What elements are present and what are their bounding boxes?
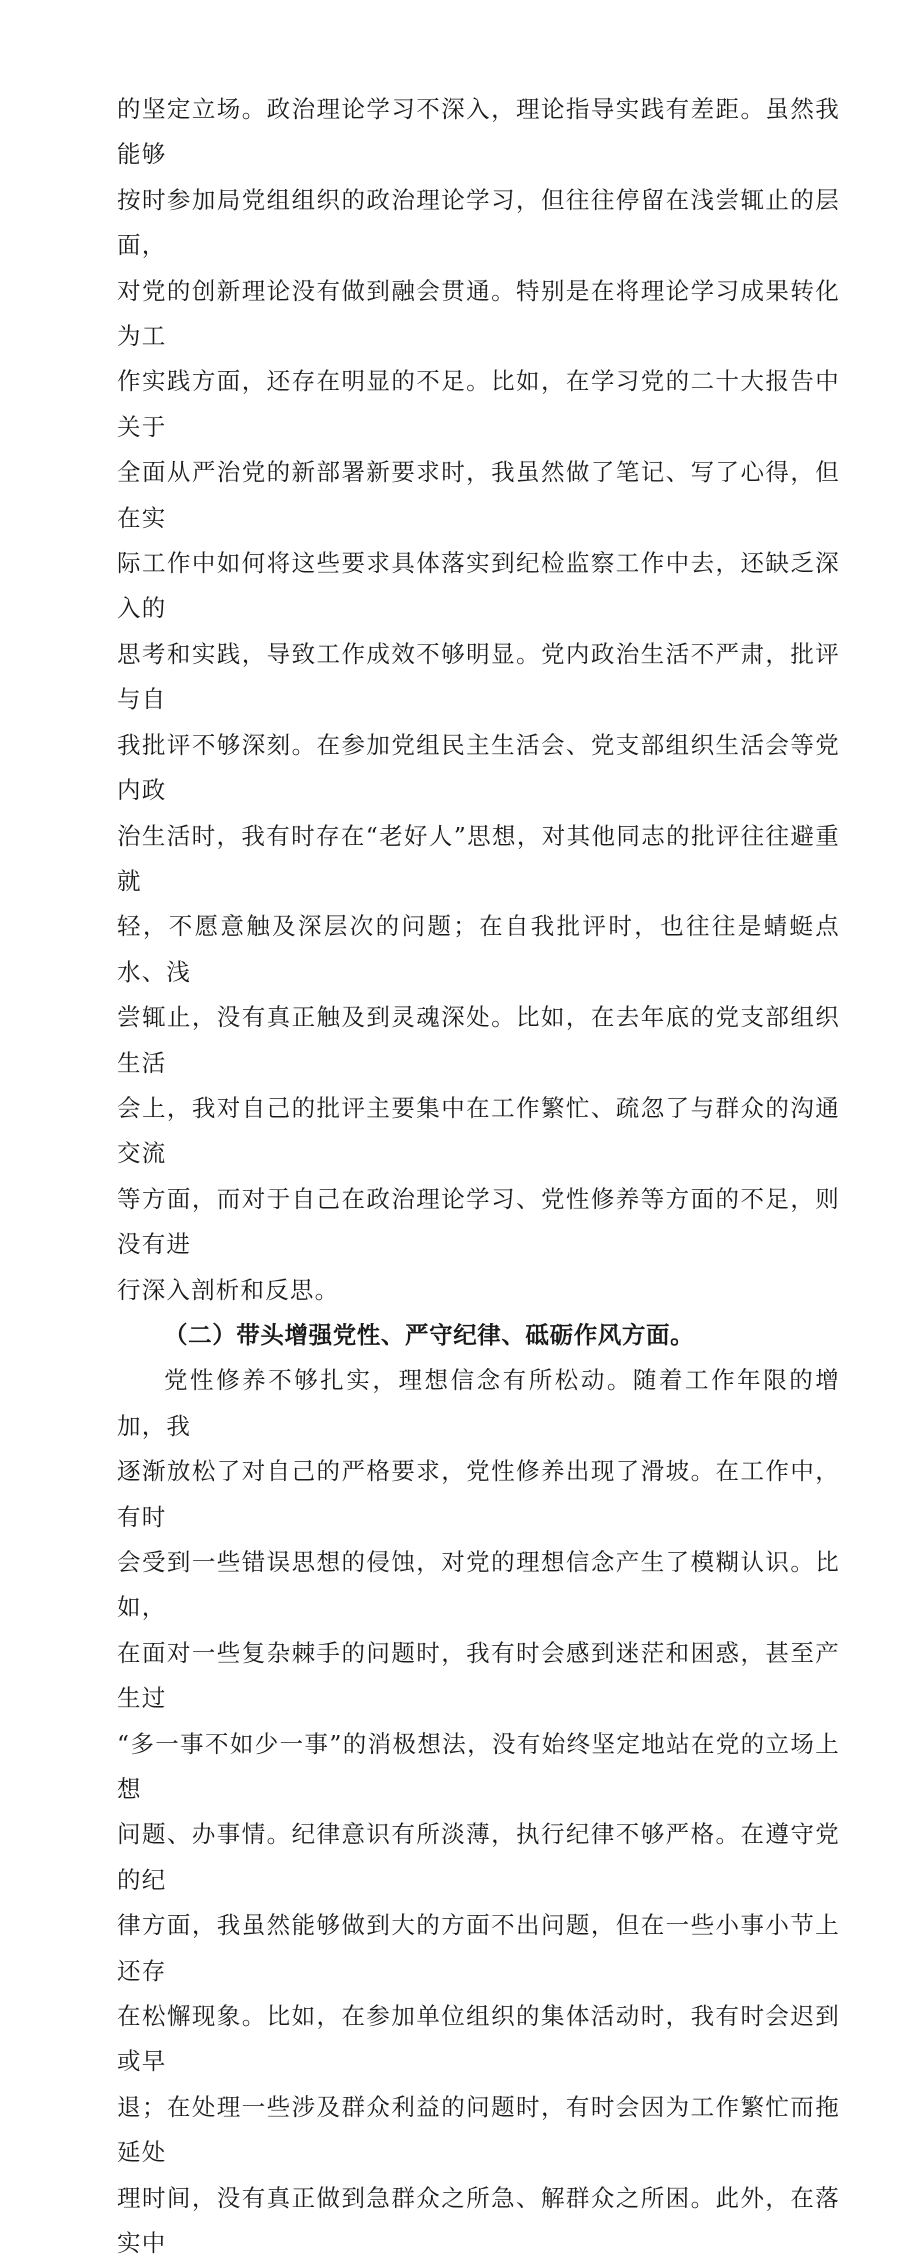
section-heading-2: （二）带头增强党性、严守纪律、砥砺作风方面。	[164, 1320, 695, 1349]
body-paragraph-1: 的坚定立场。政治理论学习不深入，理论指导实践有差距。虽然我能够 按时参加局党组组织的政治理论学习，但往往停留在浅尝辄止的层面， 对党的创新理论没有做到融会贯通。特别是在将理论学习成果转化为工 作实践方面，还存在明显的不足。比如，在学习党的二十大报告中关于 全面从严治党的新部署新要求时，我虽然做了笔记、写了心得，但在实 际工作中如何将这些要求具体落实到纪检监察工作中去，还缺乏深入的 思考和实践，导致工作成效不够明显。党内政治生活不严肃，批评与自 我批评不够深刻。在参加党组民主生活会、党支部组织生活会等党内政 治生活时，我有时存在“老好人”思想，对其他同志的批评往往避重就 轻，不愿意触及深层次的问题；在自我批评时，也往往是蜻蜓点水、浅 尝辄止，没有真正触及到灵魂深处。比如，在去年底的党支部组织生活 会上，我对自己的批评主要集中在工作繁忙、疏忽了与群众的沟通交流 等方面，而对于自己在政治理论学习、党性修养等方面的不足，则没有进 行深入剖析和反思。	[117, 95, 840, 1304]
body-paragraph-2: 党性修养不够扎实，理想信念有所松动。随着工作年限的增加，我 逐渐放松了对自己的严格要求，党性修养出现了滑坡。在工作中，有时 会受到一些错误思想的侵蚀，对党的理想信念产生了模糊认识。比如， 在面对一些复杂棘手的问题时，我有时会感到迷茫和困惑，甚至产生过 “多一事不如少一事”的消极想法，没有始终坚定地站在党的立场上想 问题、办事情。纪律意识有所淡薄，执行纪律不够严格。在遵守党的纪 律方面，我虽然能够做到大的方面不出问题，但在一些小事小节上还存 在松懈现象。比如，在参加单位组织的集体活动时，我有时会迟到或早 退；在处理一些涉及群众利益的问题时，有时会因为工作繁忙而拖延处 理时间，没有真正做到急群众之所急、解群众之所困。此外，在落实中	[117, 1366, 840, 2258]
